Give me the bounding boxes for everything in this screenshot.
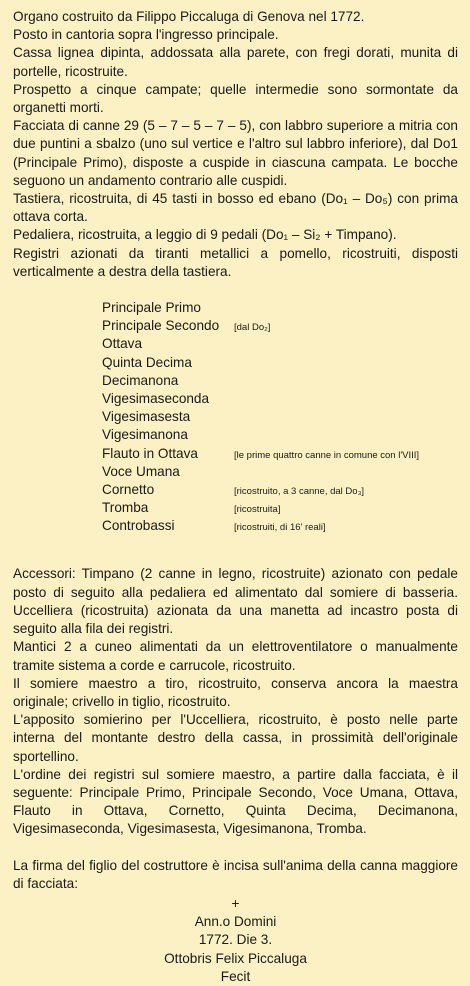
signature-line: Ann.o Domini (194, 914, 277, 930)
signature-inscription (13, 895, 458, 986)
stop-name: Vigesimasesta (102, 409, 191, 425)
stop-name: Flauto in Ottava (102, 445, 198, 461)
signature-section (13, 857, 458, 986)
stop-row (102, 409, 458, 427)
paragraph: Prospetto a cinque campate; quelle intermedie sono sormontate da organetti morti. (13, 81, 458, 116)
paragraph: L'apposito somierino per l'Uccelliera, ricostruito, è posto nelle parte interna del montante destro della cassa, in prossimità dell'originale sportellino. (13, 712, 458, 764)
stop-name: Cornetto (102, 481, 155, 497)
stop-row (102, 300, 458, 318)
paragraph: Organo costruito da Filippo Piccaluga di Genova nel 1772. (13, 9, 365, 24)
stop-row (102, 464, 458, 482)
stop-name: Principale Primo (102, 300, 201, 316)
paragraph: Cassa lignea dipinta, addossata alla parete, con fregi dorati, munita di portelle, ricostruite. (13, 45, 458, 79)
paragraph: Accessori: Timpano (2 canne in legno, ricostruite) azionato con pedale posto di seguito alla pedaliera ed alimentato dal somiere di basseria. Uccelliera (ricostruita) azionata da una manetta ad incastro posta di seguito alla fila dei registri. (13, 566, 458, 637)
stop-note: [ricostruiti, di 16' reali] (234, 522, 326, 534)
paragraph: Tastiera, ricostruita, di 45 tasti in bosso ed ebano (Do₁ – Do₅) con prima ottava corta. (13, 191, 458, 225)
accessories-description (13, 565, 458, 838)
stop-note: [ricostruita] (234, 504, 281, 516)
stop-name: Vigesimaseconda (102, 390, 210, 406)
stop-note: [le prime quattro canne in comune con l'VIII] (234, 449, 420, 461)
stop-name: Vigesimanona (102, 427, 188, 443)
stop-name: Controbassi (102, 518, 175, 534)
signature-intro: La firma del figlio del costruttore è incisa sull'anima della canna maggiore di facciata: (13, 857, 458, 891)
stop-row (102, 427, 458, 445)
paragraph: Il somiere maestro a tiro, ricostruito, conserva ancora la maestra originale; crivello in tiglio, ricostruito. (13, 675, 458, 709)
stop-row (102, 336, 458, 354)
paragraph: Posto in cantoria sopra l'ingresso principale. (13, 27, 279, 43)
signature-line: Fecit (220, 968, 251, 984)
signature-line: 1772. Die 3. (198, 932, 273, 948)
stop-name: Tromba (102, 500, 149, 516)
stop-name: Ottava (102, 336, 143, 352)
stop-row (102, 482, 458, 500)
stop-row (102, 373, 458, 391)
stop-row (102, 518, 458, 536)
organ-description (13, 8, 458, 281)
stop-name: Decimanona (102, 372, 179, 388)
signature-line: + (231, 895, 240, 911)
paragraph: Registri azionati da tiranti metallici a pomello, ricostruiti, disposti verticalmente a destra della tastiera. (13, 245, 458, 279)
paragraph: Mantici 2 a cuneo alimentati da un elettroventilatore o manualmente tramite sistema a corde e carrucole, ricostruito. (13, 639, 458, 673)
paragraph: Facciata di canne 29 (5 – 7 – 5 – 7 – 5), con labbro superiore a mitria con due puntini a sbalzo (uno sul vertice e l'altro sul labbro inferiore), dal Do1 (Principale Primo), disposte a cuspide in ciascuna campata. Le bocche seguono un andamento contrario alle cuspidi. (13, 118, 458, 188)
stop-list (102, 300, 458, 536)
stop-name: Voce Umana (102, 463, 180, 479)
paragraph: Pedaliera, ricostruita, a leggio di 9 pedali (Do₁ – Si₂ + Timpano). (13, 227, 397, 243)
stop-row (102, 446, 458, 464)
stop-row (102, 500, 458, 518)
stop-name: Principale Secondo (102, 318, 220, 334)
stop-row (102, 355, 458, 373)
paragraph: L'ordine dei registri sul somiere maestro, a partire dalla facciata, è il seguente: Principale Primo, Principale Secondo, Voce Umana, Ottava, Flauto in Ottava, Cornetto, Quinta Decima, Decimanona, Vigesimaseconda, Vigesimasesta, Vigesimanona, Tromba. (13, 766, 458, 837)
stop-note: [ricostruito, a 3 canne, dal Do₃] (234, 485, 365, 497)
stop-row (102, 391, 458, 409)
stop-note: [dal Do₂] (234, 322, 271, 334)
signature-line: Ottobris Felix Piccaluga (164, 950, 307, 966)
stop-name: Quinta Decima (102, 354, 192, 370)
stop-row (102, 318, 458, 336)
